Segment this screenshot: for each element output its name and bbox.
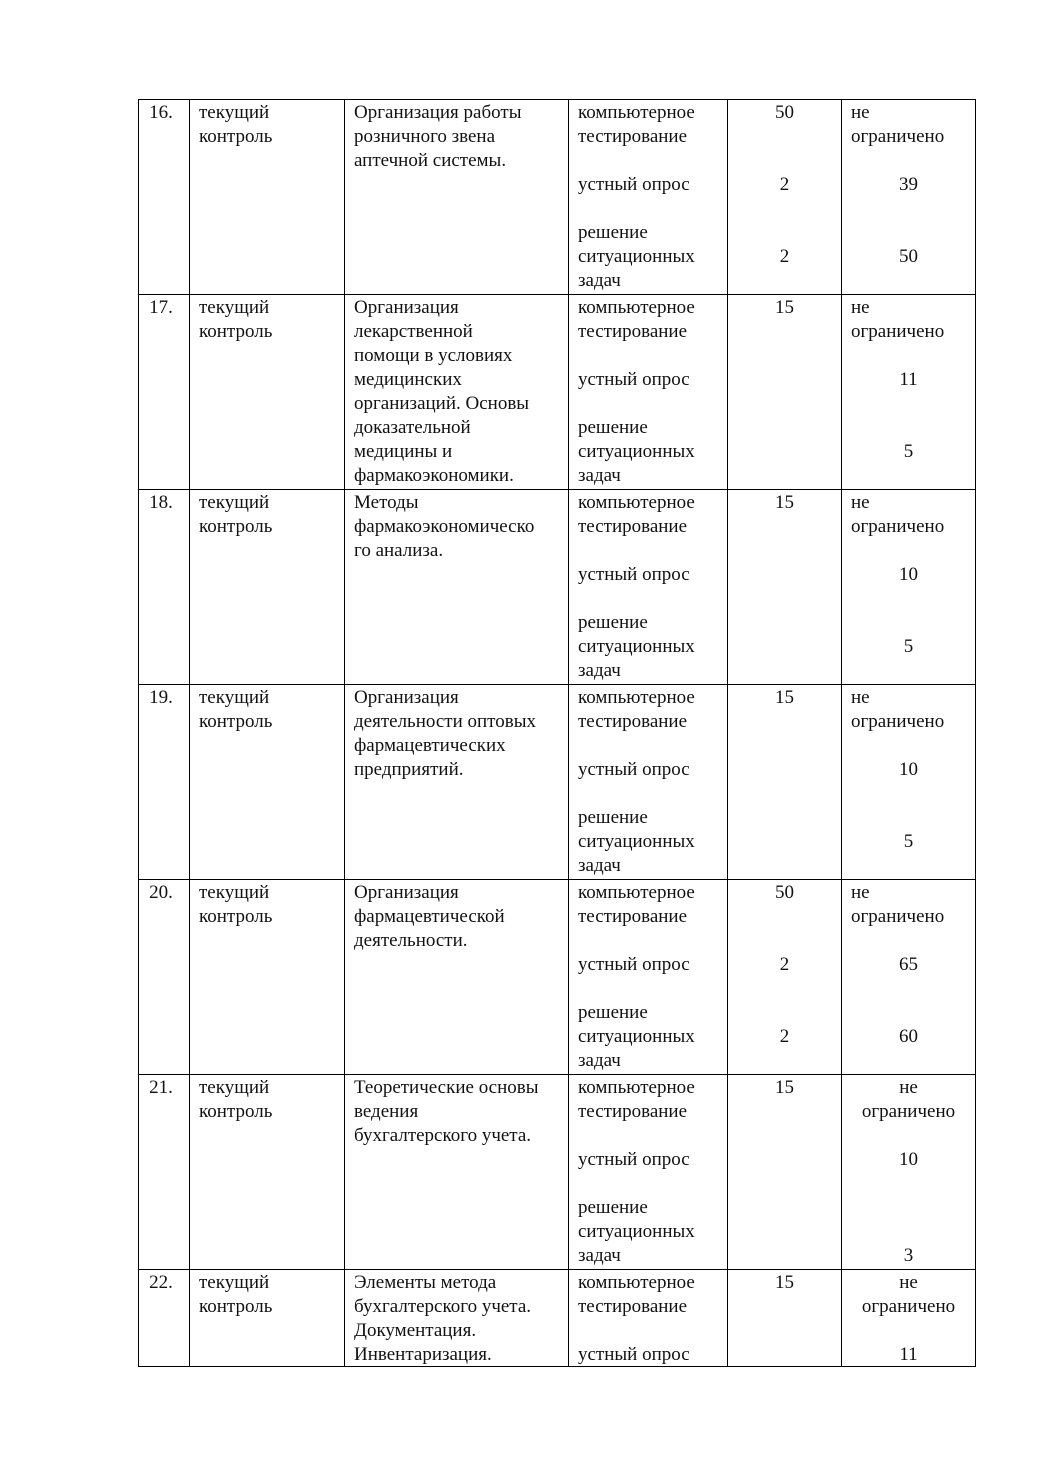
assessment-form-text: устный опрос <box>578 954 690 975</box>
attempts-value: ограничено <box>851 906 945 927</box>
question-count: 2 <box>779 1026 790 1047</box>
assessment-form-text: задач <box>578 855 621 876</box>
row-number: 21. <box>149 1077 173 1098</box>
question-count: 15 <box>775 492 794 513</box>
topic-text: Методы <box>354 492 419 513</box>
attempts-cell <box>842 685 976 880</box>
row-number: 18. <box>149 492 173 513</box>
table-row <box>139 490 976 685</box>
topic-text: медицины и <box>354 441 453 462</box>
control-type-text: текущий <box>199 102 270 123</box>
attempts-value: ограничено <box>851 711 945 732</box>
assessment-form-text: ситуационных <box>578 636 695 657</box>
question-count: 15 <box>775 1077 794 1098</box>
assessment-form-cell <box>569 1270 728 1367</box>
attempts-value: 3 <box>903 1245 914 1266</box>
attempts-value: 11 <box>899 369 918 390</box>
attempts-value: 60 <box>899 1026 918 1047</box>
control-type-cell <box>190 1270 345 1367</box>
question-count: 15 <box>775 1272 794 1293</box>
topic-text: Организация <box>354 297 459 318</box>
table-row <box>139 295 976 490</box>
question-count: 2 <box>779 954 790 975</box>
topic-cell <box>345 880 569 1075</box>
topic-text: деятельности. <box>354 930 468 951</box>
assessment-form-text: тестирование <box>578 906 688 927</box>
assessment-form-cell <box>569 685 728 880</box>
topic-text: помощи в условиях <box>354 345 513 366</box>
topic-text: Теоретические основы <box>354 1077 539 1098</box>
attempts-value: не <box>899 1077 918 1098</box>
topic-cell <box>345 1075 569 1270</box>
topic-text: доказательной <box>354 417 471 438</box>
assessment-form-text: компьютерное <box>578 1077 695 1098</box>
question-count-cell <box>728 1075 842 1270</box>
attempts-value: 5 <box>903 831 914 852</box>
topic-text: го анализа. <box>354 540 444 561</box>
assessment-form-text: компьютерное <box>578 102 695 123</box>
attempts-value: ограничено <box>861 1101 956 1122</box>
assessment-form-cell <box>569 490 728 685</box>
table-row <box>139 100 976 295</box>
row-number-cell <box>139 490 190 685</box>
topic-text: бухгалтерского учета. <box>354 1296 532 1317</box>
question-count-cell <box>728 880 842 1075</box>
assessment-form-text: устный опрос <box>578 759 690 780</box>
topic-text: Инвентаризация. <box>354 1344 492 1365</box>
attempts-value: ограничено <box>851 516 945 537</box>
topic-cell <box>345 100 569 295</box>
attempts-value: не <box>851 102 870 123</box>
topic-text: деятельности оптовых <box>354 711 536 732</box>
control-type-cell <box>190 490 345 685</box>
assessment-form-text: тестирование <box>578 126 688 147</box>
row-number: 19. <box>149 687 173 708</box>
row-number: 22. <box>149 1272 173 1293</box>
topic-text: фармакоэкономики. <box>354 465 514 486</box>
attempts-cell <box>842 490 976 685</box>
topic-text: лекарственной <box>354 321 473 342</box>
assessment-form-text: компьютерное <box>578 297 695 318</box>
control-type-cell <box>190 100 345 295</box>
control-type-cell <box>190 1075 345 1270</box>
row-number: 20. <box>149 882 173 903</box>
assessment-form-text: компьютерное <box>578 882 695 903</box>
attempts-value: ограничено <box>861 1296 956 1317</box>
control-type-cell <box>190 880 345 1075</box>
assessment-form-text: решение <box>578 1002 648 1023</box>
attempts-cell <box>842 100 976 295</box>
table-row <box>139 1075 976 1270</box>
row-number-cell <box>139 880 190 1075</box>
assessment-form-text: тестирование <box>578 516 688 537</box>
topic-text: Элементы метода <box>354 1272 497 1293</box>
assessment-form-text: компьютерное <box>578 492 695 513</box>
question-count-cell <box>728 490 842 685</box>
attempts-value: 5 <box>903 636 914 657</box>
question-count: 15 <box>775 687 794 708</box>
assessment-form-text: устный опрос <box>578 369 690 390</box>
assessment-form-text: решение <box>578 807 648 828</box>
assessment-form-text: ситуационных <box>578 1221 695 1242</box>
assessment-form-text: тестирование <box>578 711 688 732</box>
topic-text: ведения <box>354 1101 419 1122</box>
row-number-cell <box>139 1075 190 1270</box>
assessment-form-text: устный опрос <box>578 174 690 195</box>
assessment-form-cell <box>569 100 728 295</box>
assessment-form-text: тестирование <box>578 321 688 342</box>
assessment-form-cell <box>569 295 728 490</box>
topic-text: Организация работы <box>354 102 522 123</box>
table-row <box>139 880 976 1075</box>
assessment-form-cell <box>569 880 728 1075</box>
attempts-value: 65 <box>899 954 918 975</box>
topic-cell <box>345 490 569 685</box>
assessment-form-text: решение <box>578 417 648 438</box>
assessment-form-text: задач <box>578 1245 621 1266</box>
question-count: 50 <box>775 102 794 123</box>
topic-text: медицинских <box>354 369 462 390</box>
control-type-text: контроль <box>199 711 273 732</box>
question-count: 15 <box>775 297 794 318</box>
assessment-form-text: устный опрос <box>578 1149 690 1170</box>
question-count-cell <box>728 1270 842 1367</box>
attempts-value: 50 <box>899 246 918 267</box>
topic-text: Организация <box>354 882 459 903</box>
topic-text: Организация <box>354 687 459 708</box>
assessment-form-text: тестирование <box>578 1101 688 1122</box>
assessment-form-text: задач <box>578 465 621 486</box>
attempts-value: не <box>851 492 870 513</box>
attempts-cell <box>842 1270 976 1367</box>
row-number-cell <box>139 295 190 490</box>
assessment-form-text: решение <box>578 1197 648 1218</box>
assessment-form-text: устный опрос <box>578 564 690 585</box>
control-type-text: контроль <box>199 516 273 537</box>
assessment-form-text: устный опрос <box>578 1344 690 1365</box>
topic-text: Документация. <box>354 1320 477 1341</box>
assessment-form-text: решение <box>578 222 648 243</box>
assessment-form-text: решение <box>578 612 648 633</box>
attempts-value: 10 <box>899 564 918 585</box>
assessment-form-text: компьютерное <box>578 687 695 708</box>
control-type-text: контроль <box>199 321 273 342</box>
control-type-text: текущий <box>199 297 270 318</box>
topic-text: организаций. Основы <box>354 393 530 414</box>
attempts-value: не <box>899 1272 918 1293</box>
attempts-value: 5 <box>903 441 914 462</box>
topic-cell <box>345 1270 569 1367</box>
assessment-table-body <box>139 100 976 1367</box>
topic-text: фармацевтических <box>354 735 506 756</box>
attempts-value: 11 <box>899 1344 918 1365</box>
control-type-text: текущий <box>199 1077 270 1098</box>
assessment-form-cell <box>569 1075 728 1270</box>
control-type-text: контроль <box>199 1296 273 1317</box>
topic-text: фармацевтической <box>354 906 505 927</box>
assessment-form-text: задач <box>578 270 621 291</box>
assessment-table <box>138 99 976 1367</box>
attempts-value: не <box>851 687 870 708</box>
attempts-value: не <box>851 297 870 318</box>
assessment-form-text: ситуационных <box>578 441 695 462</box>
row-number-cell <box>139 1270 190 1367</box>
attempts-value: 10 <box>899 759 918 780</box>
attempts-value: 39 <box>899 174 918 195</box>
attempts-value: ограничено <box>851 321 945 342</box>
assessment-form-text: тестирование <box>578 1296 688 1317</box>
question-count-cell <box>728 100 842 295</box>
row-number-cell <box>139 100 190 295</box>
attempts-cell <box>842 295 976 490</box>
assessment-form-text: задач <box>578 1050 621 1071</box>
assessment-form-text: ситуационных <box>578 246 695 267</box>
control-type-cell <box>190 295 345 490</box>
question-count: 2 <box>779 246 790 267</box>
control-type-text: контроль <box>199 1101 273 1122</box>
topic-text: аптечной системы. <box>354 150 507 171</box>
control-type-text: текущий <box>199 882 270 903</box>
control-type-text: текущий <box>199 687 270 708</box>
topic-text: розничного звена <box>354 126 496 147</box>
attempts-cell <box>842 880 976 1075</box>
topic-text: предприятий. <box>354 759 464 780</box>
topic-text: фармакоэкономическо <box>354 516 535 537</box>
row-number: 17. <box>149 297 173 318</box>
attempts-cell <box>842 1075 976 1270</box>
assessment-form-text: задач <box>578 660 621 681</box>
control-type-cell <box>190 685 345 880</box>
assessment-form-text: ситуационных <box>578 831 695 852</box>
topic-text: бухгалтерского учета. <box>354 1125 532 1146</box>
assessment-form-text: ситуационных <box>578 1026 695 1047</box>
question-count-cell <box>728 295 842 490</box>
question-count: 2 <box>779 174 790 195</box>
control-type-text: контроль <box>199 906 273 927</box>
control-type-text: текущий <box>199 492 270 513</box>
table-row <box>139 1270 976 1367</box>
topic-cell <box>345 295 569 490</box>
assessment-form-text: компьютерное <box>578 1272 695 1293</box>
row-number: 16. <box>149 102 173 123</box>
topic-cell <box>345 685 569 880</box>
attempts-value: 10 <box>899 1149 918 1170</box>
row-number-cell <box>139 685 190 880</box>
attempts-value: не <box>851 882 870 903</box>
control-type-text: контроль <box>199 126 273 147</box>
control-type-text: текущий <box>199 1272 270 1293</box>
table-row <box>139 685 976 880</box>
question-count-cell <box>728 685 842 880</box>
attempts-value: ограничено <box>851 126 945 147</box>
question-count: 50 <box>775 882 794 903</box>
